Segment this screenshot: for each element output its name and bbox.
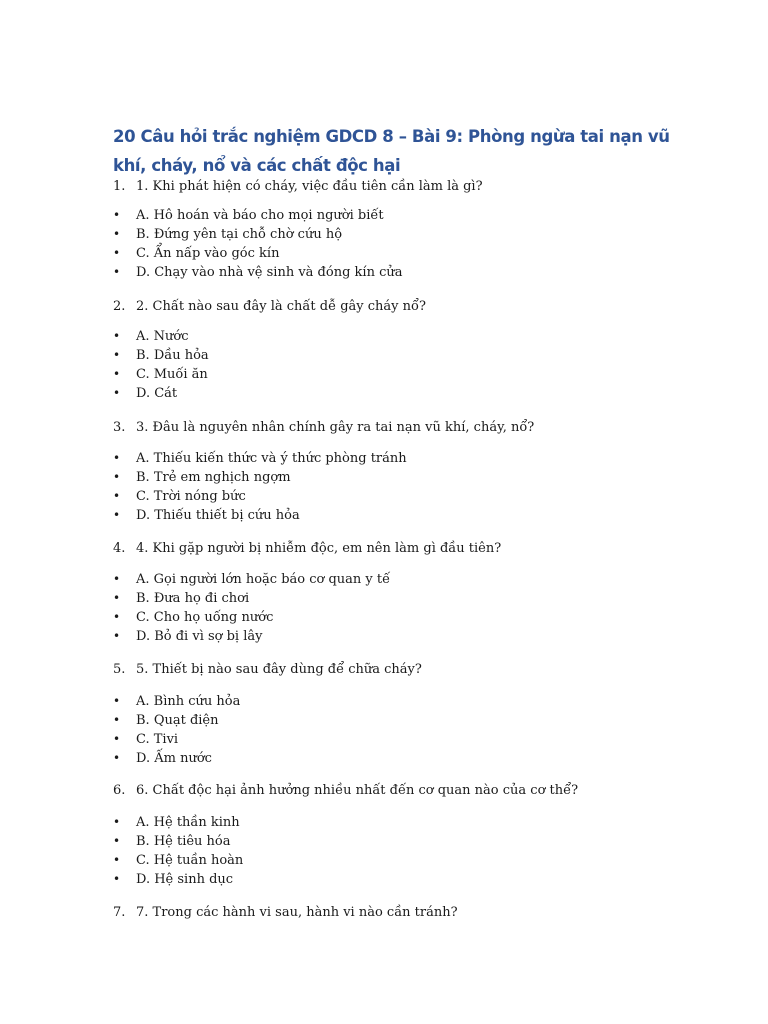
bullet-icon: •	[113, 470, 121, 484]
option-text: A. Gọi người lớn hoặc báo cơ quan y tế	[136, 572, 391, 587]
question-text: 7. Trong các hành vi sau, hành vi nào cần tránh?	[136, 905, 458, 920]
answer-option	[113, 225, 342, 244]
bullet-icon: •	[113, 732, 121, 746]
bullet-icon: •	[113, 329, 121, 343]
question-number: 2.	[113, 299, 126, 314]
question-number: 3.	[113, 420, 126, 435]
answer-option	[113, 570, 390, 589]
question-text: 1. Khi phát hiện có cháy, việc đầu tiên cần làm là gì?	[136, 179, 483, 194]
question-number: 1.	[113, 179, 126, 194]
question-number: 6.	[113, 783, 126, 798]
bullet-icon: •	[113, 227, 121, 241]
bullet-icon: •	[113, 713, 121, 727]
question-line	[113, 418, 534, 438]
question-line	[113, 539, 501, 559]
question-number: 5.	[113, 662, 126, 677]
bullet-icon: •	[113, 508, 121, 522]
answer-option	[113, 870, 233, 889]
bullet-icon: •	[113, 489, 121, 503]
question-text: 6. Chất độc hại ảnh hưởng nhiều nhất đến cơ quan nào của cơ thể?	[136, 783, 579, 798]
answer-option	[113, 851, 243, 870]
option-text: C. Muối ăn	[136, 367, 208, 382]
bullet-icon: •	[113, 265, 121, 279]
question-text: 4. Khi gặp người bị nhiễm độc, em nên làm gì đầu tiên?	[136, 541, 502, 556]
question-line	[113, 903, 458, 923]
answer-option	[113, 506, 300, 525]
option-text: C. Hệ tuần hoàn	[136, 853, 244, 868]
answer-option	[113, 730, 178, 749]
answer-option	[113, 263, 402, 282]
answer-option	[113, 468, 291, 487]
question-line	[113, 177, 483, 197]
bullet-icon: •	[113, 367, 121, 381]
option-text: A. Hệ thần kinh	[136, 815, 240, 830]
bullet-icon: •	[113, 853, 121, 867]
bullet-icon: •	[113, 694, 121, 708]
option-text: B. Dầu hỏa	[136, 348, 209, 363]
answer-option	[113, 813, 240, 832]
bullet-icon: •	[113, 834, 121, 848]
bullet-icon: •	[113, 872, 121, 886]
question-line	[113, 781, 578, 801]
answer-option	[113, 832, 231, 851]
option-text: C. Cho họ uống nước	[136, 610, 274, 625]
answer-option	[113, 692, 240, 711]
option-text: C. Ẩn nấp vào góc kín	[136, 246, 280, 261]
bullet-icon: •	[113, 572, 121, 586]
question-text: 5. Thiết bị nào sau đây dùng để chữa cháy?	[136, 662, 422, 677]
option-text: A. Bình cứu hỏa	[136, 694, 241, 709]
bullet-icon: •	[113, 246, 121, 260]
option-text: B. Hệ tiêu hóa	[136, 834, 231, 849]
answer-option	[113, 244, 279, 263]
option-text: B. Trẻ em nghịch ngợm	[136, 470, 291, 485]
option-text: B. Đứng yên tại chỗ chờ cứu hộ	[136, 227, 343, 242]
answer-option	[113, 627, 262, 646]
option-text: D. Chạy vào nhà vệ sinh và đóng kín cửa	[136, 265, 403, 280]
bullet-icon: •	[113, 386, 121, 400]
bullet-icon: •	[113, 815, 121, 829]
question-text: 2. Chất nào sau đây là chất dễ gây cháy nổ?	[136, 299, 426, 314]
answer-option	[113, 346, 209, 365]
bullet-icon: •	[113, 629, 121, 643]
answer-option	[113, 384, 177, 403]
question-text: 3. Đâu là nguyên nhân chính gây ra tai nạn vũ khí, cháy, nổ?	[136, 420, 535, 435]
option-text: C. Trời nóng bức	[136, 489, 246, 504]
bullet-icon: •	[113, 348, 121, 362]
option-text: D. Bỏ đi vì sợ bị lây	[136, 629, 263, 644]
option-text: A. Hô hoán và báo cho mọi người biết	[136, 208, 384, 223]
answer-option	[113, 711, 219, 730]
answer-option	[113, 365, 208, 384]
question-line	[113, 297, 426, 317]
answer-option	[113, 327, 189, 346]
option-text: C. Tivi	[136, 732, 179, 747]
option-text: D. Hệ sinh dục	[136, 872, 234, 887]
question-number: 4.	[113, 541, 126, 556]
question-number: 7.	[113, 905, 126, 920]
answer-option	[113, 608, 273, 627]
bullet-icon: •	[113, 451, 121, 465]
bullet-icon: •	[113, 751, 121, 765]
answer-option	[113, 487, 246, 506]
option-text: B. Đưa họ đi chơi	[136, 591, 250, 606]
bullet-icon: •	[113, 208, 121, 222]
option-text: D. Thiếu thiết bị cứu hỏa	[136, 508, 300, 523]
answer-option	[113, 589, 249, 608]
bullet-icon: •	[113, 610, 121, 624]
option-text: D. Cát	[136, 386, 178, 401]
option-text: B. Quạt điện	[136, 713, 219, 728]
answer-option	[113, 206, 384, 225]
answer-option	[113, 749, 212, 768]
bullet-icon: •	[113, 591, 121, 605]
option-text: A. Thiếu kiến thức và ý thức phòng tránh	[136, 451, 407, 466]
answer-option	[113, 449, 407, 468]
page-title: 20 Câu hỏi trắc nghiệm GDCD 8 – Bài 9: Phòng ngừa tai nạn vũ khí, cháy, nổ và các chất độc hại	[113, 127, 670, 175]
option-text: A. Nước	[136, 329, 189, 344]
question-line	[113, 660, 422, 680]
option-text: D. Ấm nước	[136, 751, 212, 766]
